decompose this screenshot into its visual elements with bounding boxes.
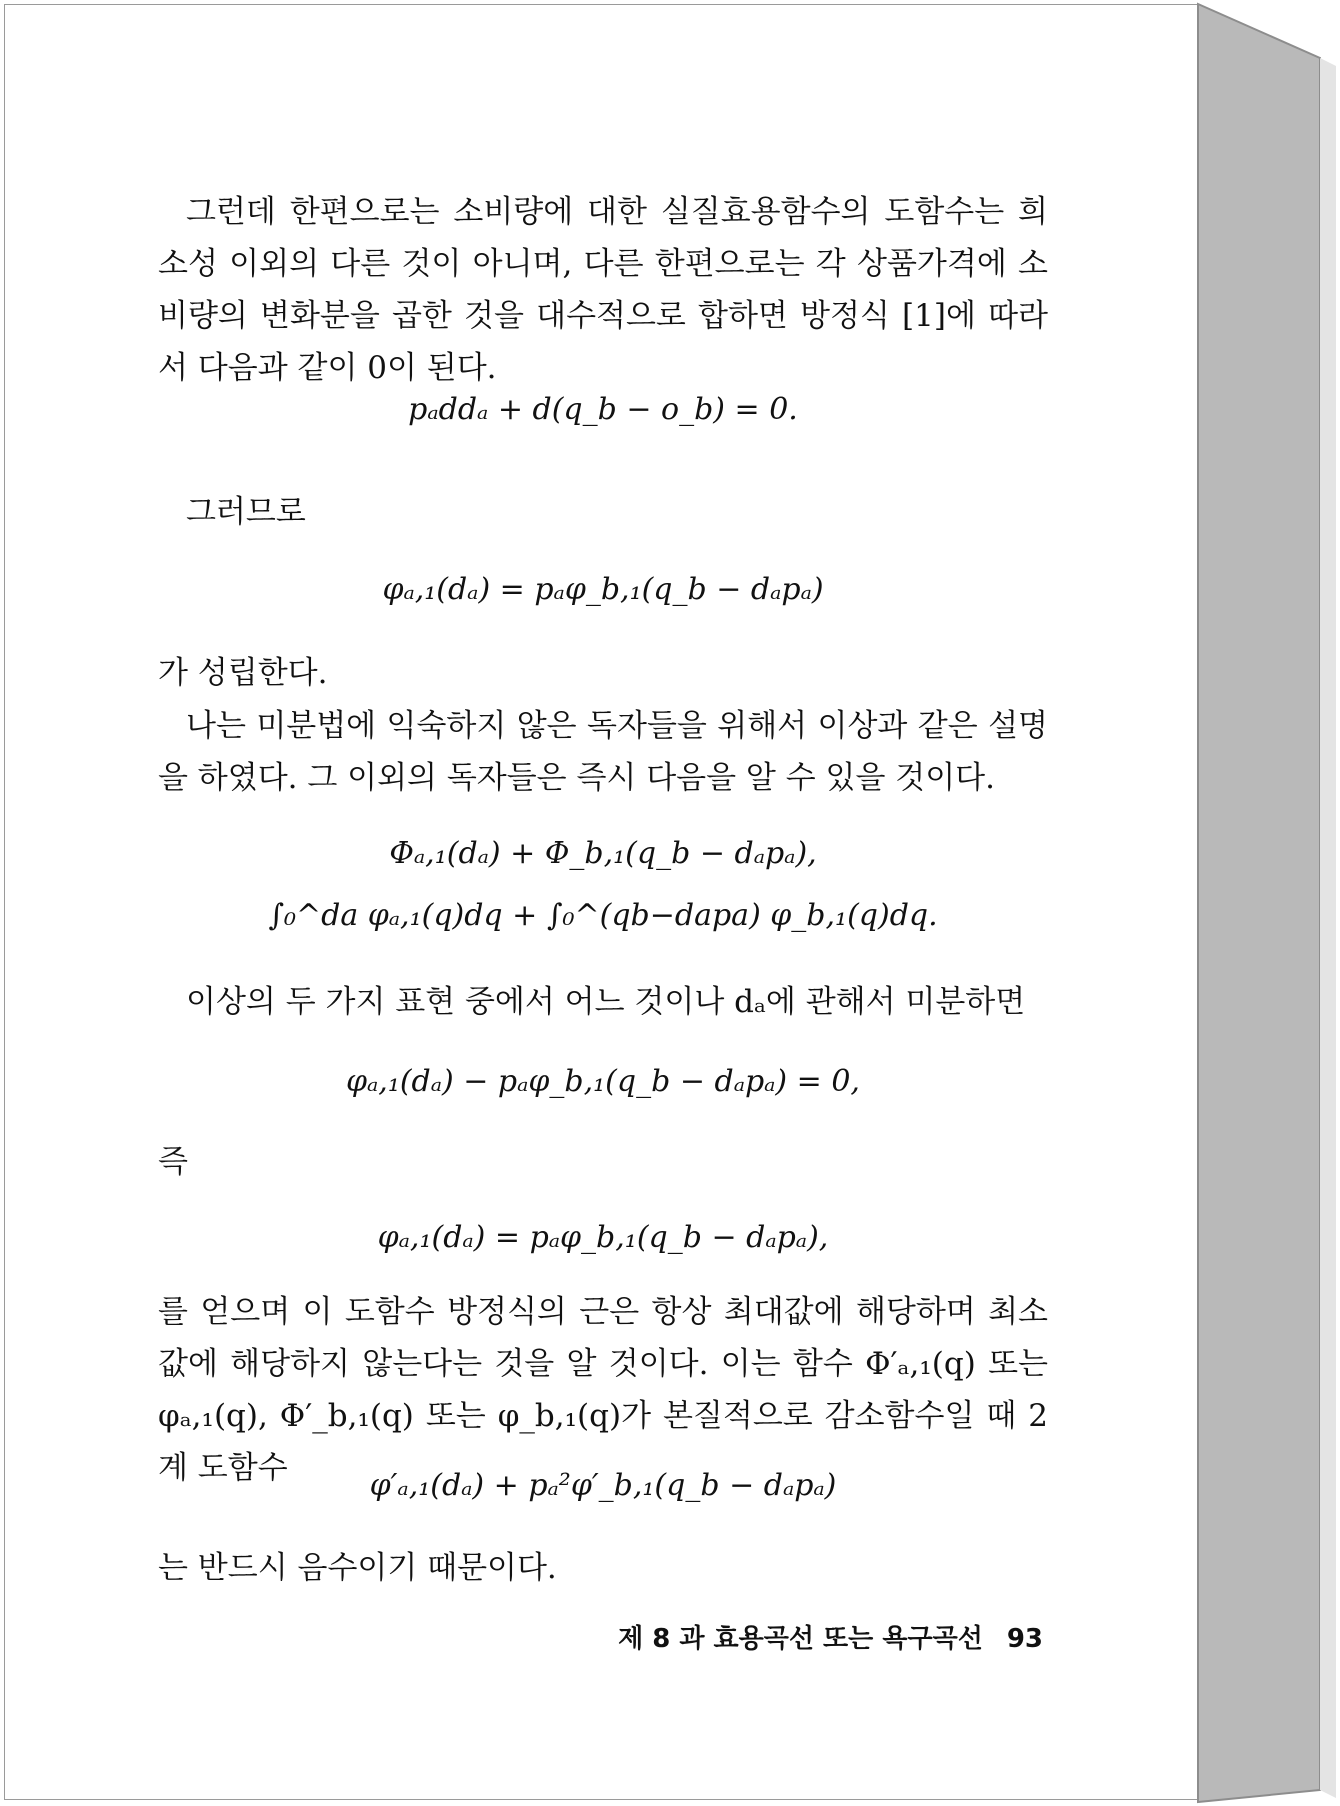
paragraph-6: 즉: [158, 1144, 188, 1180]
paragraph-7: 를 얻으며 이 도함수 방정식의 근은 항상 최대값에 해당하며 최소값에 해당하지 않는다는 것을 알 것이다. 이는 함수 Φ′ₐ,₁(q) 또는 φₐ,₁(q), Φ′_b,₁(q) 또는 φ_b,₁(q)가 본질적으로 감소함수일 때 2계 도함수: [158, 1294, 1048, 1486]
page-number: 93: [1006, 1624, 1043, 1654]
paragraph-8: 는 반드시 음수이기 때문이다.: [158, 1550, 557, 1586]
paragraph-5: 이상의 두 가지 표현 중에서 어느 것이나 dₐ에 관해서 미분하면: [186, 984, 1026, 1020]
equation-6: φₐ,₁(dₐ) = pₐφ_b,₁(q_b − dₐpₐ),: [377, 1220, 829, 1255]
paragraph-2: 그러므로: [186, 494, 306, 530]
equation-3: Φₐ,₁(dₐ) + Φ_b,₁(q_b − dₐpₐ),: [389, 836, 817, 871]
equation-4: ∫₀^da φₐ,₁(q)dq + ∫₀^(qb−dapa) φ_b,₁(q)dq.: [268, 898, 938, 933]
running-title: 제 8 과 효용곡선 또는 욕구곡선: [618, 1624, 983, 1654]
page-footer: [618, 1618, 1043, 1655]
equation-7: φ′ₐ,₁(dₐ) + pₐ²φ′_b,₁(q_b − dₐpₐ): [369, 1468, 837, 1503]
equation-2: φₐ,₁(dₐ) = pₐφ_b,₁(q_b − dₐpₐ): [382, 572, 824, 607]
paragraph-1: 그런데 한편으로는 소비량에 대한 실질효용함수의 도함수는 희소성 이외의 다른 것이 아니며, 다른 한편으로는 각 상품가격에 소비량의 변화분을 곱한 것을 대수적으로 합하면 방정식 [1]에 따라서 다음과 같이 0이 된다.: [158, 194, 1048, 386]
equation-5: φₐ,₁(dₐ) − pₐφ_b,₁(q_b − dₐpₐ) = 0,: [346, 1064, 860, 1099]
paragraph-4: 나는 미분법에 익숙하지 않은 독자들을 위해서 이상과 같은 설명을 하였다. 그 이외의 독자들은 즉시 다음을 알 수 있을 것이다.: [158, 708, 1048, 796]
paragraph-3: 가 성립한다.: [158, 655, 328, 691]
equation-1: pₐddₐ + d(q_b − o_b) = 0.: [408, 392, 798, 427]
